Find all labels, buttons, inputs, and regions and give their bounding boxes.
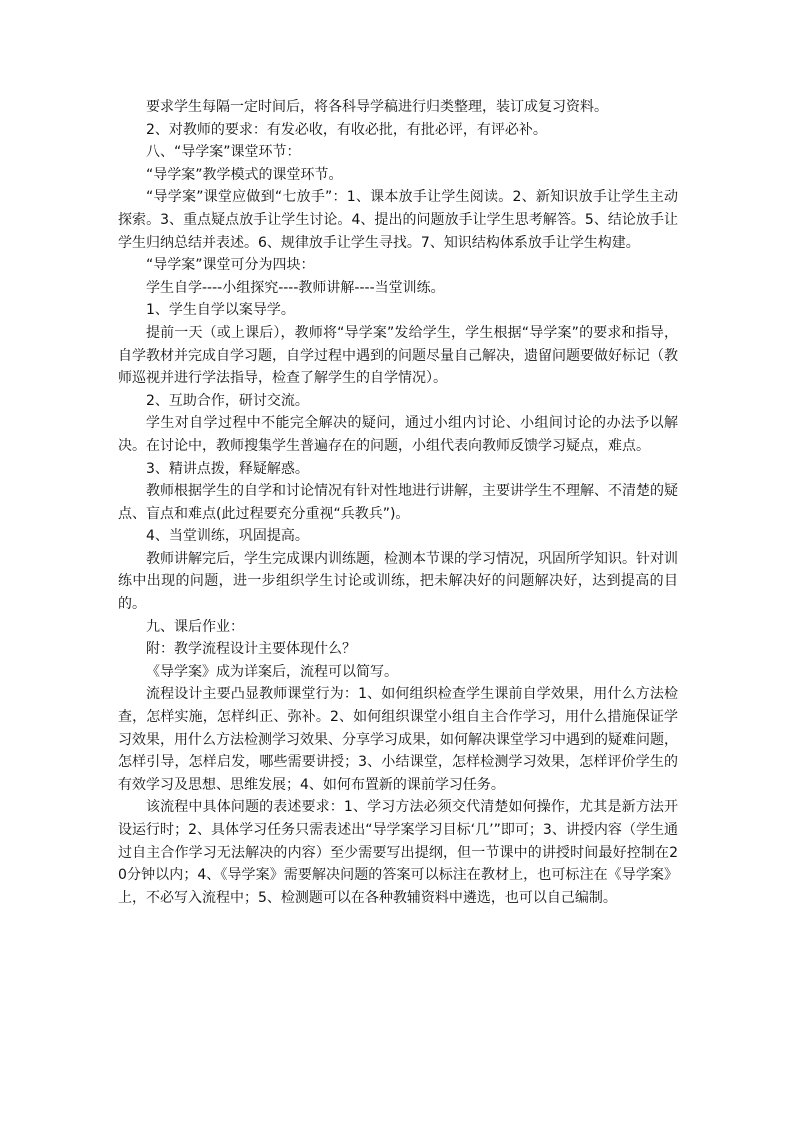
paragraph-7: 学生自学----小组探究----教师讲解----当堂训练。: [146, 279, 445, 296]
paragraph-13: 教师根据学生的自学和讨论情况有针对性地进行讲解，主要讲学生不理解、不清楚的疑点、盲点和难点(此过程要充分重视“兵教兵”)。: [118, 483, 678, 522]
paragraph-2: 2、对教师的要求：有发必收，有收必批，有批必评，有评必补。: [146, 121, 547, 138]
paragraph-5: “导学案”课堂应做到“七放手”：1、课本放手让学生阅读。2、新知识放手让学生主动探索。3、重点疑点放手让学生讨论。4、提出的问题放手让学生思考解答。5、结论放手让学生归纳总结并表述。6、规律放手让学生寻找。7、知识结构体系放手让学生构建。: [118, 189, 678, 251]
paragraph-15: 教师讲解完后，学生完成课内训练题，检测本节课的学习情况，巩固所学知识。针对训练中出现的问题，进一步组织学生讨论或训练，把未解决好的问题解决好，达到提高的目的。: [118, 550, 678, 613]
paragraph-20: 该流程中具体问题的表述要求：1、学习方法必须交代清楚如何操作，尤其是新方法开设运行时；2、具体学习任务只需表述出“导学案学习目标‘几’”即可；3、讲授内容（学生通过自主合作学习无法解决的内容）至少需要写出提纲，但一节课中的讲授时间最好控制在20分钟以内；4、《导学案》需要解决问题的答案可以标注在教材上，也可标注在《导学案》上，不必写入流程中；5、检测题可以在各种教辅资料中遴选，也可以自己编制。: [118, 799, 678, 906]
document-page: [118, 96, 678, 909]
section-heading-9: 九、课后作业：: [146, 618, 244, 635]
paragraph-4: “导学案”教学模式的课堂环节。: [146, 166, 343, 183]
step-heading-3: 3、精讲点拨，释疑解惑。: [146, 460, 309, 477]
paragraph-1: 要求学生每隔一定时间后，将各科导学稿进行归类整理，装订成复习资料。: [146, 99, 608, 115]
step-heading-1: 1、学生自学以案导学。: [146, 302, 295, 319]
appendix-question: 附：教学流程设计主要体现什么？: [146, 641, 356, 658]
step-heading-4: 4、当堂训练，巩固提高。: [146, 528, 309, 545]
paragraph-9: 提前一天（或上课后），教师将“导学案”发给学生，学生根据“导学案”的要求和指导，自学教材并完成自学习题，自学过程中遇到的问题尽量自己解决，遗留问题要做好标记（教师巡视并进行学法指导，检查了解学生的自学情况）。: [118, 324, 678, 387]
paragraph-11: 学生对自学过程中不能完全解决的疑问，通过小组内讨论、小组间讨论的办法予以解决。在讨论中，教师搜集学生普遍存在的问题，小组代表向教师反馈学习疑点，难点。: [118, 415, 678, 454]
paragraph-19: 流程设计主要凸显教师课堂行为：1、如何组织检查学生课前自学效果，用什么方法检查，怎样实施，怎样纠正、弥补。2、如何组织课堂小组自主合作学习，用什么措施保证学习效果，用什么方法检测学习效果、分享学习成果，如何解决课堂学习中遇到的疑难问题，怎样引导，怎样启发，哪些需要讲授；3、小结课堂，怎样检测学习效果，怎样评价学生的有效学习及思想、思维发展；4、如何布置新的课前学习任务。: [118, 686, 678, 793]
paragraph-18: 《导学案》成为详案后，流程可以简写。: [146, 663, 398, 680]
step-heading-2: 2、互助合作，研讨交流。: [146, 392, 309, 409]
section-heading-8: 八、“导学案”课堂环节：: [146, 144, 301, 161]
paragraph-6: “导学案”课堂可分为四块：: [146, 257, 315, 274]
